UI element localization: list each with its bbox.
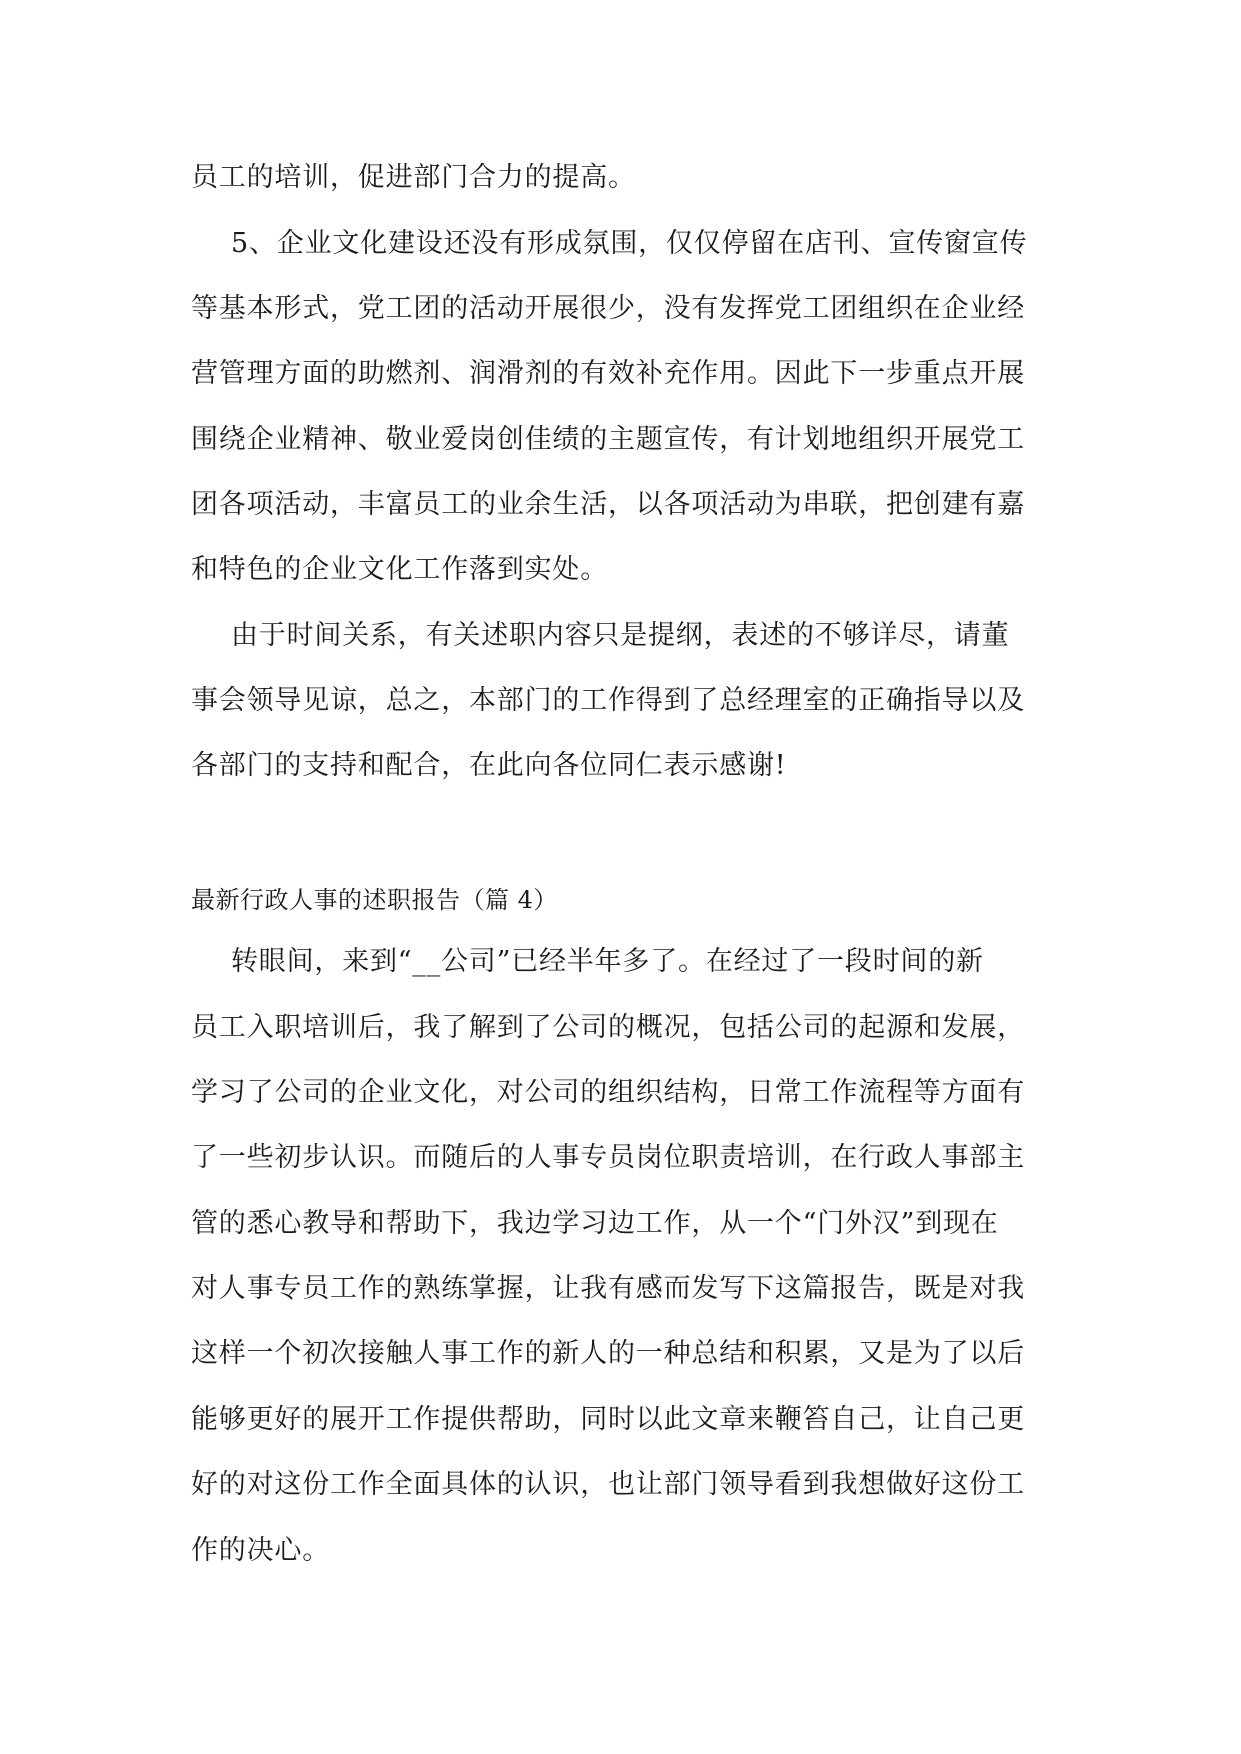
section-heading: 最新行政人事的述职报告（篇 4）	[191, 886, 558, 914]
paragraph-line: 管的悉心教导和帮助下，我边学习边工作，从一个“门外汉”到现在	[191, 1208, 999, 1239]
paragraph-line: 各部门的支持和配合，在此向各位同仁表示感谢!	[191, 750, 787, 781]
paragraph-line: 学习了公司的企业文化，对公司的组织结构，日常工作流程等方面有	[191, 1077, 1025, 1108]
paragraph-line: 员工的培训，促进部门合力的提高。	[191, 162, 636, 193]
paragraph-line: 由于时间关系，有关述职内容只是提纲，表述的不够详尽，请董	[231, 620, 1010, 651]
paragraph-line: 了一些初步认识。而随后的人事专员岗位职责培训，在行政人事部主	[191, 1142, 1025, 1173]
paragraph-line: 等基本形式，党工团的活动开展很少，没有发挥党工团组织在企业经	[191, 293, 1025, 324]
paragraph-line: 围绕企业精神、敬业爱岗创佳绩的主题宣传，有计划地组织开展党工	[191, 424, 1025, 455]
paragraph-line: 团各项活动，丰富员工的业余生活，以各项活动为串联，把创建有嘉	[191, 489, 1025, 520]
paragraph-line: 对人事专员工作的熟练掌握，让我有感而发写下这篇报告，既是对我	[191, 1273, 1025, 1304]
paragraph-line: 能够更好的展开工作提供帮助，同时以此文章来鞭笞自己，让自己更	[191, 1404, 1025, 1435]
paragraph-line: 转眼间，来到“__公司”已经半年多了。在经过了一段时间的新	[231, 946, 984, 977]
paragraph-line: 员工入职培训后，我了解到了公司的概况，包括公司的起源和发展，	[191, 1012, 1025, 1043]
paragraph-line: 5、企业文化建设还没有形成氛围，仅仅停留在店刊、宣传窗宣传	[231, 228, 1028, 259]
paragraph-line: 好的对这份工作全面具体的认识，也让部门领导看到我想做好这份工	[191, 1469, 1025, 1500]
paragraph-line: 作的决心。	[191, 1535, 330, 1566]
paragraph-line: 和特色的企业文化工作落到实处。	[191, 554, 608, 585]
paragraph-line: 这样一个初次接触人事工作的新人的一种总结和积累，又是为了以后	[191, 1338, 1025, 1369]
paragraph-line: 营管理方面的助燃剂、润滑剂的有效补充作用。因此下一步重点开展	[191, 358, 1025, 389]
paragraph-line: 事会领导见谅，总之，本部门的工作得到了总经理室的正确指导以及	[191, 685, 1025, 716]
